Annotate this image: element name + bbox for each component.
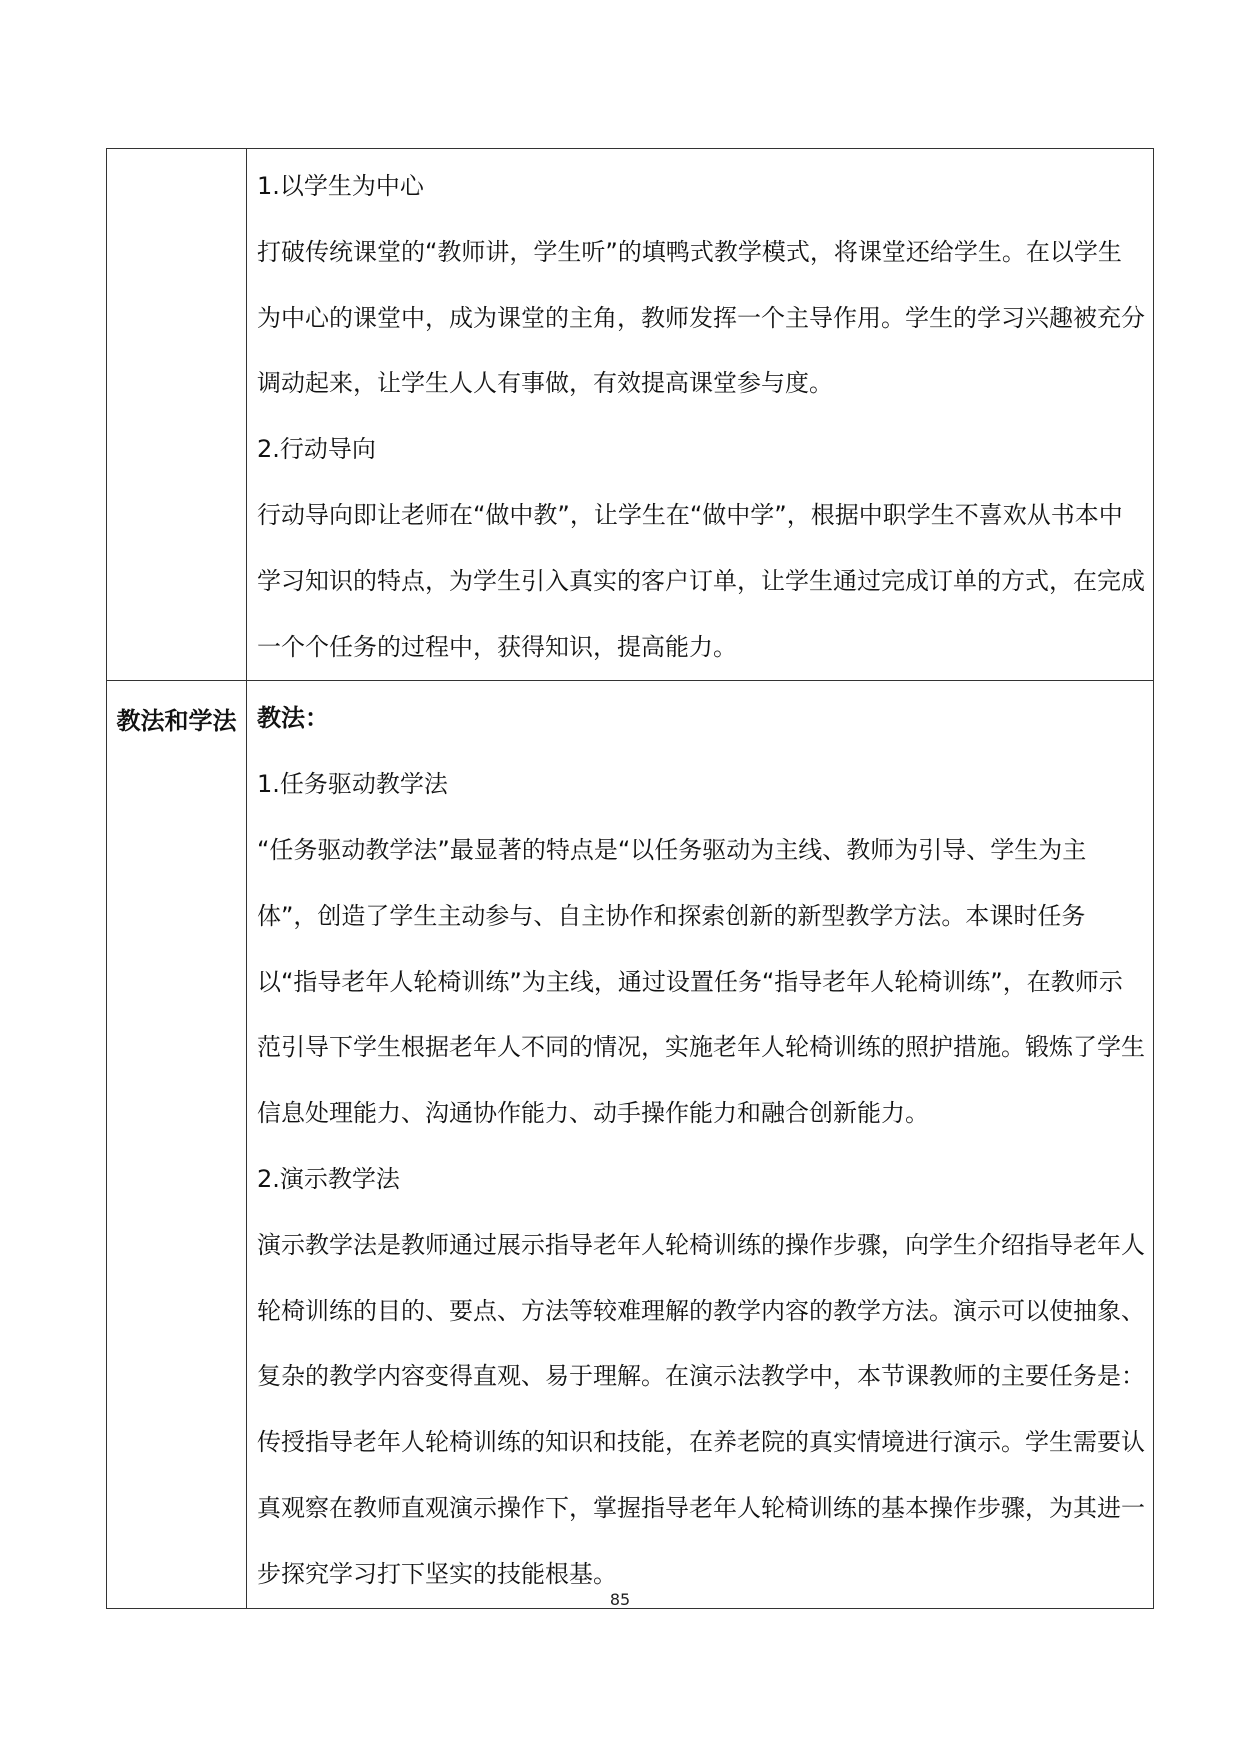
paragraph-demonstration: 演示教学法是教师通过展示指导老年人轮椅训练的操作步骤，向学生介绍指导老年人轮椅训练的目的、要点、方法等较难理解的教学内容的教学方法。演示可以使抽象、复杂的教学内容变得直观、易于理解。在演示法教学中，本节课教师的主要任务是：传授指导老年人轮椅训练的知识和技能，在养老院的真实情境进行演示。学生需要认真观察在教师直观演示操作下，掌握指导老年人轮椅训练的基本操作步骤，为其进一步探究学习打下坚实的技能根基。: [257, 1230, 1145, 1588]
row-label-teaching-methods: 教法和学法: [116, 707, 237, 736]
row-label: [107, 149, 246, 156]
paragraph-action-oriented: 行动导向即让老师在“做中教”，让学生在“做中学”，根据中职学生不喜欢从书本中学习知识的特点，为学生引入真实的客户订单，让学生通过完成订单的方式，在完成一个个任务的过程中，获得知识，提高能力。: [257, 500, 1145, 661]
section-heading-demonstration: 2.演示教学法: [257, 1164, 400, 1193]
table-row-student-centered: [107, 149, 1154, 681]
lesson-plan-table: [106, 148, 1154, 1609]
table-row-teaching-methods: [107, 681, 1154, 1608]
row-label-cell: [107, 149, 247, 681]
paragraph-task-driven: “任务驱动教学法”最显著的特点是“以任务驱动为主线、教师为引导、学生为主体”，创造了学生主动参与、自主协作和探索创新的新型教学方法。本课时任务以“指导老年人轮椅训练”为主线，通过设置任务“指导老年人轮椅训练”，在教师示范引导下学生根据老年人不同的情况，实施老年人轮椅训练的照护措施。锻炼了学生信息处理能力、沟通协作能力、动手操作能力和融合创新能力。: [257, 835, 1145, 1128]
row-content-cell: [247, 149, 1154, 681]
teaching-methods-heading: 教法：: [257, 704, 329, 733]
row-content-cell: [247, 681, 1154, 1608]
page-number: 85: [609, 1590, 631, 1609]
section-heading-action-oriented: 2.行动导向: [257, 435, 376, 464]
row-label-cell: [107, 681, 247, 1608]
section-heading-student-centered: 1.以学生为中心: [257, 172, 424, 200]
section-heading-task-driven: 1.任务驱动教学法: [257, 770, 448, 799]
paragraph-student-centered: 打破传统课堂的“教师讲，学生听”的填鸭式教学模式，将课堂还给学生。在以学生为中心的课堂中，成为课堂的主角，教师发挥一个主导作用。学生的学习兴趣被充分调动起来，让学生人人有事做，有效提高课堂参与度。: [257, 237, 1145, 398]
